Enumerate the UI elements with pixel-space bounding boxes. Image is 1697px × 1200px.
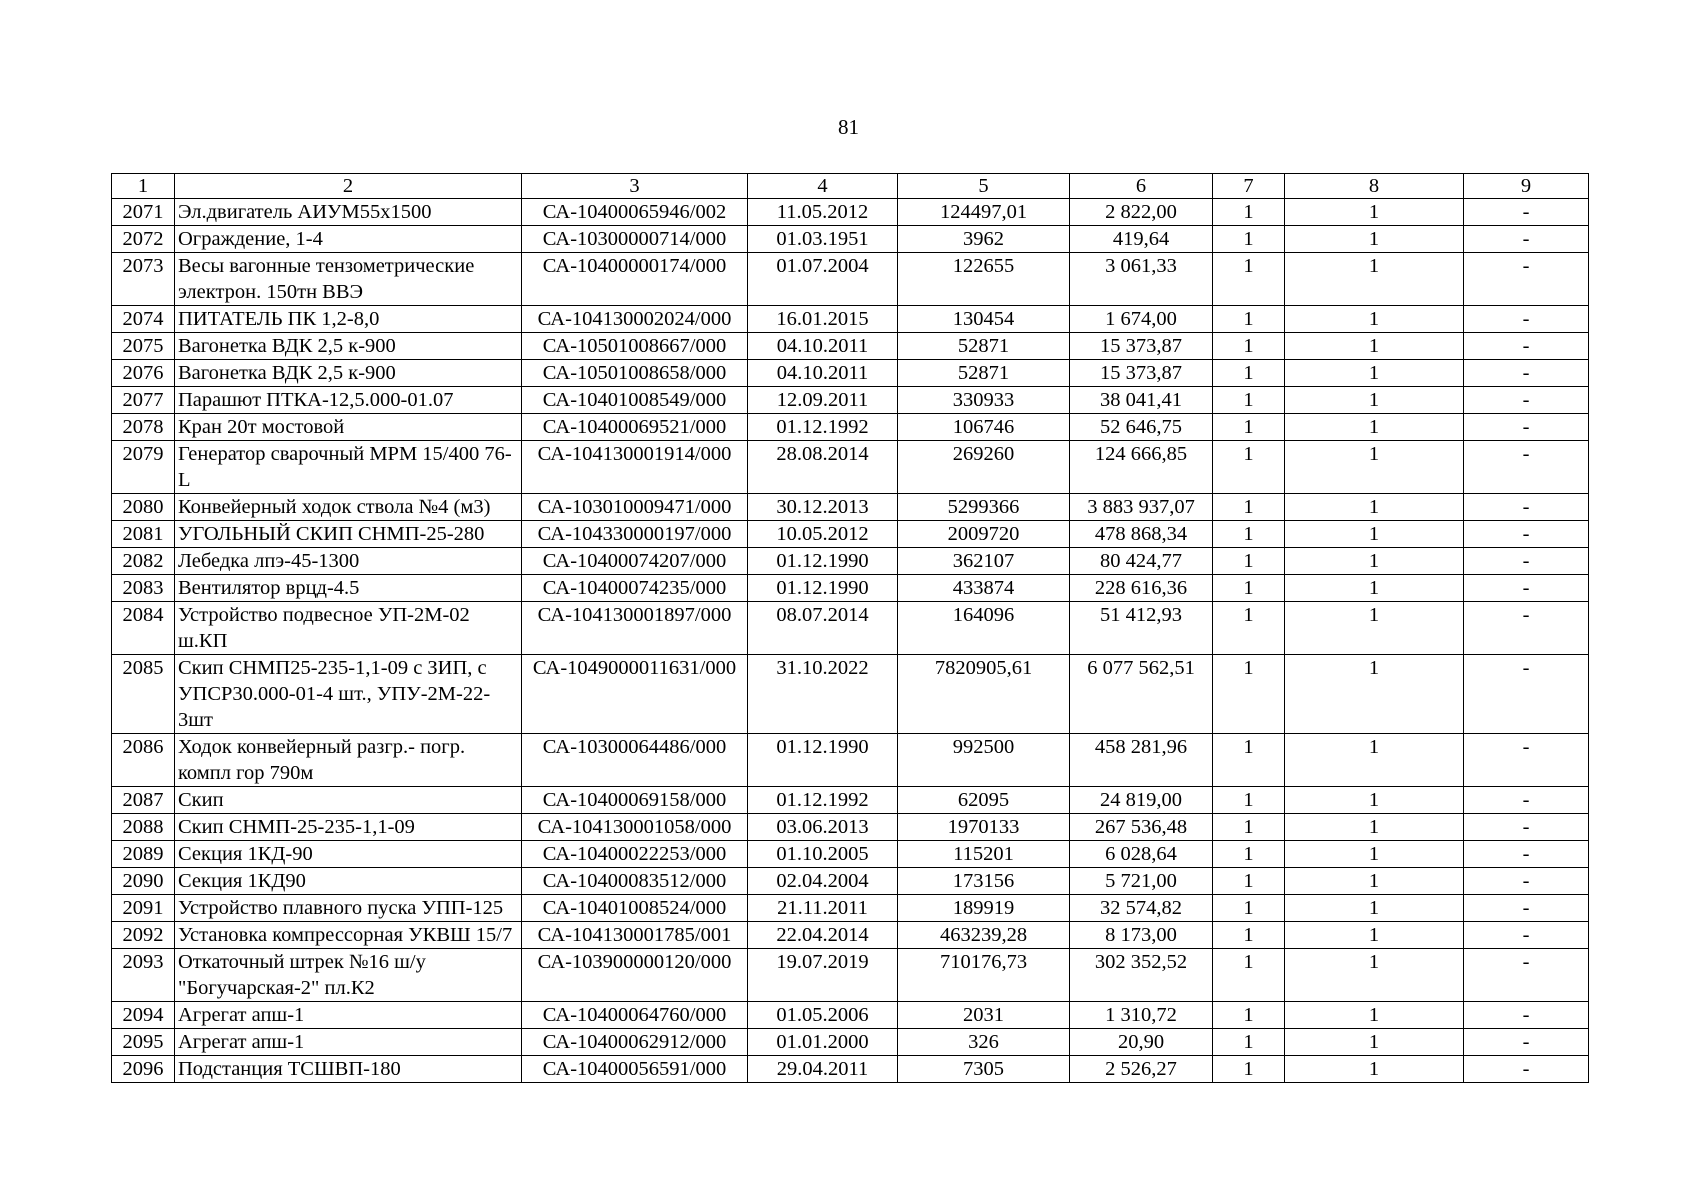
table-row — [112, 548, 1589, 575]
quantity-actual-cell: 1 — [1285, 949, 1464, 1002]
quantity-cell: 1 — [1213, 922, 1285, 949]
initial-cost-cell: 130454 — [898, 306, 1070, 333]
commission-date-cell: 01.05.2006 — [748, 1002, 898, 1029]
item-name-cell: Вентилятор врцд-4.5 — [175, 575, 522, 602]
note-cell: - — [1464, 226, 1589, 253]
commission-date-cell: 08.07.2014 — [748, 602, 898, 655]
commission-date-cell: 01.01.2000 — [748, 1029, 898, 1056]
column-header: 6 — [1070, 174, 1213, 199]
table-row — [112, 868, 1589, 895]
row-number-cell: 2086 — [112, 734, 175, 787]
quantity-cell: 1 — [1213, 602, 1285, 655]
quantity-actual-cell: 1 — [1285, 895, 1464, 922]
item-name-cell: Устройство плавного пуска УПП-125 — [175, 895, 522, 922]
quantity-actual-cell: 1 — [1285, 575, 1464, 602]
initial-cost-cell: 7820905,61 — [898, 655, 1070, 734]
note-cell: - — [1464, 360, 1589, 387]
inventory-code-cell: СА-10401008549/000 — [522, 387, 748, 414]
initial-cost-cell: 5299366 — [898, 494, 1070, 521]
commission-date-cell: 01.12.1992 — [748, 414, 898, 441]
residual-value-cell: 478 868,34 — [1070, 521, 1213, 548]
table-row — [112, 441, 1589, 494]
residual-value-cell: 6 077 562,51 — [1070, 655, 1213, 734]
quantity-cell: 1 — [1213, 841, 1285, 868]
commission-date-cell: 01.07.2004 — [748, 253, 898, 306]
column-header: 5 — [898, 174, 1070, 199]
inventory-code-cell: СА-104130001914/000 — [522, 441, 748, 494]
quantity-cell: 1 — [1213, 521, 1285, 548]
row-number-cell: 2071 — [112, 199, 175, 226]
commission-date-cell: 02.04.2004 — [748, 868, 898, 895]
note-cell: - — [1464, 841, 1589, 868]
initial-cost-cell: 52871 — [898, 360, 1070, 387]
column-header: 9 — [1464, 174, 1589, 199]
row-number-cell: 2074 — [112, 306, 175, 333]
quantity-cell: 1 — [1213, 494, 1285, 521]
inventory-code-cell: СА-10400083512/000 — [522, 868, 748, 895]
quantity-cell: 1 — [1213, 1056, 1285, 1083]
row-number-cell: 2077 — [112, 387, 175, 414]
item-name-cell: Скип — [175, 787, 522, 814]
quantity-cell: 1 — [1213, 949, 1285, 1002]
row-number-cell: 2084 — [112, 602, 175, 655]
row-number-cell: 2087 — [112, 787, 175, 814]
item-name-cell: Секция 1КД90 — [175, 868, 522, 895]
residual-value-cell: 228 616,36 — [1070, 575, 1213, 602]
note-cell: - — [1464, 949, 1589, 1002]
table-row — [112, 814, 1589, 841]
note-cell: - — [1464, 333, 1589, 360]
row-number-cell: 2078 — [112, 414, 175, 441]
inventory-code-cell: СА-1049000011631/000 — [522, 655, 748, 734]
quantity-cell: 1 — [1213, 1002, 1285, 1029]
residual-value-cell: 458 281,96 — [1070, 734, 1213, 787]
residual-value-cell: 15 373,87 — [1070, 360, 1213, 387]
inventory-code-cell: СА-10400022253/000 — [522, 841, 748, 868]
row-number-cell: 2080 — [112, 494, 175, 521]
note-cell: - — [1464, 1056, 1589, 1083]
quantity-cell: 1 — [1213, 387, 1285, 414]
residual-value-cell: 5 721,00 — [1070, 868, 1213, 895]
residual-value-cell: 3 883 937,07 — [1070, 494, 1213, 521]
table-row — [112, 841, 1589, 868]
residual-value-cell: 52 646,75 — [1070, 414, 1213, 441]
quantity-actual-cell: 1 — [1285, 787, 1464, 814]
note-cell: - — [1464, 602, 1589, 655]
item-name-cell: ПИТАТЕЛЬ ПК 1,2-8,0 — [175, 306, 522, 333]
quantity-actual-cell: 1 — [1285, 441, 1464, 494]
item-name-cell: Установка компрессорная УКВШ 15/7 — [175, 922, 522, 949]
item-name-cell: Скип СНМП25-235-1,1-09 с ЗИП, с УПСР30.000-01-4 шт., УПУ-2М-22-3шт — [175, 655, 522, 734]
inventory-code-cell: СА-10501008658/000 — [522, 360, 748, 387]
commission-date-cell: 21.11.2011 — [748, 895, 898, 922]
item-name-cell: Скип СНМП-25-235-1,1-09 — [175, 814, 522, 841]
table-row — [112, 333, 1589, 360]
residual-value-cell: 419,64 — [1070, 226, 1213, 253]
item-name-cell: Устройство подвесное УП-2М-02 ш.КП — [175, 602, 522, 655]
residual-value-cell: 2 822,00 — [1070, 199, 1213, 226]
initial-cost-cell: 189919 — [898, 895, 1070, 922]
initial-cost-cell: 122655 — [898, 253, 1070, 306]
column-header: 1 — [112, 174, 175, 199]
table-row — [112, 734, 1589, 787]
residual-value-cell: 6 028,64 — [1070, 841, 1213, 868]
item-name-cell: Откаточный штрек №16 ш/у "Богучарская-2" пл.К2 — [175, 949, 522, 1002]
commission-date-cell: 11.05.2012 — [748, 199, 898, 226]
residual-value-cell: 2 526,27 — [1070, 1056, 1213, 1083]
quantity-actual-cell: 1 — [1285, 253, 1464, 306]
quantity-actual-cell: 1 — [1285, 226, 1464, 253]
quantity-cell: 1 — [1213, 548, 1285, 575]
initial-cost-cell: 326 — [898, 1029, 1070, 1056]
inventory-code-cell: СА-10300000714/000 — [522, 226, 748, 253]
table-body — [112, 199, 1589, 1083]
quantity-cell: 1 — [1213, 787, 1285, 814]
item-name-cell: Агрегат апш-1 — [175, 1002, 522, 1029]
row-number-cell: 2082 — [112, 548, 175, 575]
inventory-code-cell: СА-104130001897/000 — [522, 602, 748, 655]
quantity-actual-cell: 1 — [1285, 199, 1464, 226]
row-number-cell: 2093 — [112, 949, 175, 1002]
quantity-actual-cell: 1 — [1285, 655, 1464, 734]
quantity-cell: 1 — [1213, 575, 1285, 602]
table-row — [112, 1002, 1589, 1029]
commission-date-cell: 01.12.1990 — [748, 575, 898, 602]
commission-date-cell: 04.10.2011 — [748, 333, 898, 360]
commission-date-cell: 12.09.2011 — [748, 387, 898, 414]
table-row — [112, 575, 1589, 602]
item-name-cell: Ходок конвейерный разгр.- погр. компл гор 790м — [175, 734, 522, 787]
commission-date-cell: 22.04.2014 — [748, 922, 898, 949]
quantity-cell: 1 — [1213, 441, 1285, 494]
initial-cost-cell: 173156 — [898, 868, 1070, 895]
quantity-cell: 1 — [1213, 814, 1285, 841]
residual-value-cell: 8 173,00 — [1070, 922, 1213, 949]
table-row — [112, 895, 1589, 922]
quantity-actual-cell: 1 — [1285, 602, 1464, 655]
item-name-cell: Генератор сварочный МРМ 15/400 76-L — [175, 441, 522, 494]
column-header: 3 — [522, 174, 748, 199]
quantity-actual-cell: 1 — [1285, 841, 1464, 868]
commission-date-cell: 01.12.1990 — [748, 734, 898, 787]
item-name-cell: Кран 20т мостовой — [175, 414, 522, 441]
table-row — [112, 922, 1589, 949]
row-number-cell: 2092 — [112, 922, 175, 949]
initial-cost-cell: 3962 — [898, 226, 1070, 253]
initial-cost-cell: 164096 — [898, 602, 1070, 655]
inventory-code-cell: СА-10401008524/000 — [522, 895, 748, 922]
commission-date-cell: 01.12.1992 — [748, 787, 898, 814]
residual-value-cell: 38 041,41 — [1070, 387, 1213, 414]
row-number-cell: 2095 — [112, 1029, 175, 1056]
inventory-table — [111, 173, 1589, 1083]
commission-date-cell: 03.06.2013 — [748, 814, 898, 841]
table-row — [112, 787, 1589, 814]
note-cell: - — [1464, 387, 1589, 414]
quantity-actual-cell: 1 — [1285, 494, 1464, 521]
commission-date-cell: 16.01.2015 — [748, 306, 898, 333]
table-row — [112, 1056, 1589, 1083]
note-cell: - — [1464, 575, 1589, 602]
inventory-code-cell: СА-104130001785/001 — [522, 922, 748, 949]
inventory-code-cell: СА-10400000174/000 — [522, 253, 748, 306]
quantity-actual-cell: 1 — [1285, 922, 1464, 949]
note-cell: - — [1464, 414, 1589, 441]
inventory-code-cell: СА-10400069158/000 — [522, 787, 748, 814]
table-row — [112, 306, 1589, 333]
residual-value-cell: 1 674,00 — [1070, 306, 1213, 333]
row-number-cell: 2096 — [112, 1056, 175, 1083]
page-number: 81 — [838, 115, 859, 139]
initial-cost-cell: 62095 — [898, 787, 1070, 814]
column-header: 8 — [1285, 174, 1464, 199]
note-cell: - — [1464, 494, 1589, 521]
inventory-code-cell: СА-104330000197/000 — [522, 521, 748, 548]
quantity-actual-cell: 1 — [1285, 868, 1464, 895]
note-cell: - — [1464, 1002, 1589, 1029]
column-header: 2 — [175, 174, 522, 199]
commission-date-cell: 30.12.2013 — [748, 494, 898, 521]
inventory-code-cell: СА-10400074235/000 — [522, 575, 748, 602]
quantity-cell: 1 — [1213, 734, 1285, 787]
table-row — [112, 1029, 1589, 1056]
note-cell: - — [1464, 1029, 1589, 1056]
row-number-cell: 2090 — [112, 868, 175, 895]
table-row — [112, 387, 1589, 414]
residual-value-cell: 51 412,93 — [1070, 602, 1213, 655]
quantity-actual-cell: 1 — [1285, 521, 1464, 548]
item-name-cell: Лебедка лпэ-45-1300 — [175, 548, 522, 575]
inventory-code-cell: СА-10400064760/000 — [522, 1002, 748, 1029]
residual-value-cell: 80 424,77 — [1070, 548, 1213, 575]
residual-value-cell: 1 310,72 — [1070, 1002, 1213, 1029]
note-cell: - — [1464, 199, 1589, 226]
row-number-cell: 2075 — [112, 333, 175, 360]
commission-date-cell: 28.08.2014 — [748, 441, 898, 494]
residual-value-cell: 3 061,33 — [1070, 253, 1213, 306]
initial-cost-cell: 710176,73 — [898, 949, 1070, 1002]
inventory-code-cell: СА-104130001058/000 — [522, 814, 748, 841]
quantity-actual-cell: 1 — [1285, 548, 1464, 575]
quantity-cell: 1 — [1213, 253, 1285, 306]
row-number-cell: 2094 — [112, 1002, 175, 1029]
commission-date-cell: 01.10.2005 — [748, 841, 898, 868]
residual-value-cell: 20,90 — [1070, 1029, 1213, 1056]
item-name-cell: Весы вагонные тензометрические электрон. 150тн ВВЭ — [175, 253, 522, 306]
inventory-code-cell: СА-103010009471/000 — [522, 494, 748, 521]
quantity-actual-cell: 1 — [1285, 1002, 1464, 1029]
item-name-cell: Подстанция ТСШВП-180 — [175, 1056, 522, 1083]
quantity-cell: 1 — [1213, 226, 1285, 253]
quantity-actual-cell: 1 — [1285, 360, 1464, 387]
residual-value-cell: 124 666,85 — [1070, 441, 1213, 494]
table-row — [112, 602, 1589, 655]
quantity-cell: 1 — [1213, 868, 1285, 895]
initial-cost-cell: 269260 — [898, 441, 1070, 494]
note-cell: - — [1464, 253, 1589, 306]
commission-date-cell: 10.05.2012 — [748, 521, 898, 548]
note-cell: - — [1464, 306, 1589, 333]
commission-date-cell: 04.10.2011 — [748, 360, 898, 387]
row-number-cell: 2091 — [112, 895, 175, 922]
initial-cost-cell: 2031 — [898, 1002, 1070, 1029]
residual-value-cell: 15 373,87 — [1070, 333, 1213, 360]
note-cell: - — [1464, 895, 1589, 922]
quantity-cell: 1 — [1213, 333, 1285, 360]
inventory-code-cell: СА-10400065946/002 — [522, 199, 748, 226]
residual-value-cell: 302 352,52 — [1070, 949, 1213, 1002]
item-name-cell: Вагонетка ВДК 2,5 к-900 — [175, 360, 522, 387]
initial-cost-cell: 106746 — [898, 414, 1070, 441]
table-row — [112, 414, 1589, 441]
table-row — [112, 360, 1589, 387]
inventory-code-cell: СА-103900000120/000 — [522, 949, 748, 1002]
row-number-cell: 2088 — [112, 814, 175, 841]
table-row — [112, 199, 1589, 226]
header-row — [112, 174, 1589, 199]
column-header: 7 — [1213, 174, 1285, 199]
initial-cost-cell: 463239,28 — [898, 922, 1070, 949]
quantity-actual-cell: 1 — [1285, 306, 1464, 333]
quantity-cell: 1 — [1213, 895, 1285, 922]
quantity-actual-cell: 1 — [1285, 414, 1464, 441]
row-number-cell: 2089 — [112, 841, 175, 868]
row-number-cell: 2081 — [112, 521, 175, 548]
row-number-cell: 2085 — [112, 655, 175, 734]
commission-date-cell: 31.10.2022 — [748, 655, 898, 734]
table-row — [112, 253, 1589, 306]
table-row — [112, 226, 1589, 253]
initial-cost-cell: 7305 — [898, 1056, 1070, 1083]
initial-cost-cell: 2009720 — [898, 521, 1070, 548]
table-row — [112, 521, 1589, 548]
item-name-cell: Ограждение, 1-4 — [175, 226, 522, 253]
inventory-code-cell: СА-104130002024/000 — [522, 306, 748, 333]
item-name-cell: Эл.двигатель АИУМ55х1500 — [175, 199, 522, 226]
note-cell: - — [1464, 787, 1589, 814]
inventory-code-cell: СА-10400056591/000 — [522, 1056, 748, 1083]
quantity-cell: 1 — [1213, 360, 1285, 387]
note-cell: - — [1464, 655, 1589, 734]
quantity-actual-cell: 1 — [1285, 814, 1464, 841]
row-number-cell: 2076 — [112, 360, 175, 387]
table-row — [112, 949, 1589, 1002]
note-cell: - — [1464, 548, 1589, 575]
inventory-code-cell: СА-10400074207/000 — [522, 548, 748, 575]
column-header: 4 — [748, 174, 898, 199]
note-cell: - — [1464, 868, 1589, 895]
quantity-actual-cell: 1 — [1285, 1056, 1464, 1083]
inventory-code-cell: СА-10300064486/000 — [522, 734, 748, 787]
quantity-actual-cell: 1 — [1285, 1029, 1464, 1056]
quantity-cell: 1 — [1213, 306, 1285, 333]
inventory-code-cell: СА-10400069521/000 — [522, 414, 748, 441]
initial-cost-cell: 1970133 — [898, 814, 1070, 841]
row-number-cell: 2073 — [112, 253, 175, 306]
commission-date-cell: 01.03.1951 — [748, 226, 898, 253]
quantity-actual-cell: 1 — [1285, 333, 1464, 360]
quantity-cell: 1 — [1213, 414, 1285, 441]
initial-cost-cell: 52871 — [898, 333, 1070, 360]
commission-date-cell: 01.12.1990 — [748, 548, 898, 575]
table-row — [112, 494, 1589, 521]
note-cell: - — [1464, 441, 1589, 494]
item-name-cell: Агрегат апш-1 — [175, 1029, 522, 1056]
table-row — [112, 655, 1589, 734]
inventory-code-cell: СА-10400062912/000 — [522, 1029, 748, 1056]
row-number-cell: 2072 — [112, 226, 175, 253]
item-name-cell: УГОЛЬНЫЙ СКИП СНМП-25-280 — [175, 521, 522, 548]
quantity-actual-cell: 1 — [1285, 734, 1464, 787]
initial-cost-cell: 433874 — [898, 575, 1070, 602]
commission-date-cell: 19.07.2019 — [748, 949, 898, 1002]
initial-cost-cell: 362107 — [898, 548, 1070, 575]
row-number-cell: 2083 — [112, 575, 175, 602]
note-cell: - — [1464, 521, 1589, 548]
residual-value-cell: 24 819,00 — [1070, 787, 1213, 814]
item-name-cell: Вагонетка ВДК 2,5 к-900 — [175, 333, 522, 360]
quantity-actual-cell: 1 — [1285, 387, 1464, 414]
item-name-cell: Конвейерный ходок ствола №4 (м3) — [175, 494, 522, 521]
row-number-cell: 2079 — [112, 441, 175, 494]
quantity-cell: 1 — [1213, 655, 1285, 734]
initial-cost-cell: 124497,01 — [898, 199, 1070, 226]
item-name-cell: Секция 1КД-90 — [175, 841, 522, 868]
commission-date-cell: 29.04.2011 — [748, 1056, 898, 1083]
initial-cost-cell: 330933 — [898, 387, 1070, 414]
quantity-cell: 1 — [1213, 1029, 1285, 1056]
initial-cost-cell: 115201 — [898, 841, 1070, 868]
residual-value-cell: 267 536,48 — [1070, 814, 1213, 841]
initial-cost-cell: 992500 — [898, 734, 1070, 787]
quantity-cell: 1 — [1213, 199, 1285, 226]
note-cell: - — [1464, 734, 1589, 787]
item-name-cell: Парашют ПТКА-12,5.000-01.07 — [175, 387, 522, 414]
note-cell: - — [1464, 814, 1589, 841]
inventory-code-cell: СА-10501008667/000 — [522, 333, 748, 360]
note-cell: - — [1464, 922, 1589, 949]
residual-value-cell: 32 574,82 — [1070, 895, 1213, 922]
